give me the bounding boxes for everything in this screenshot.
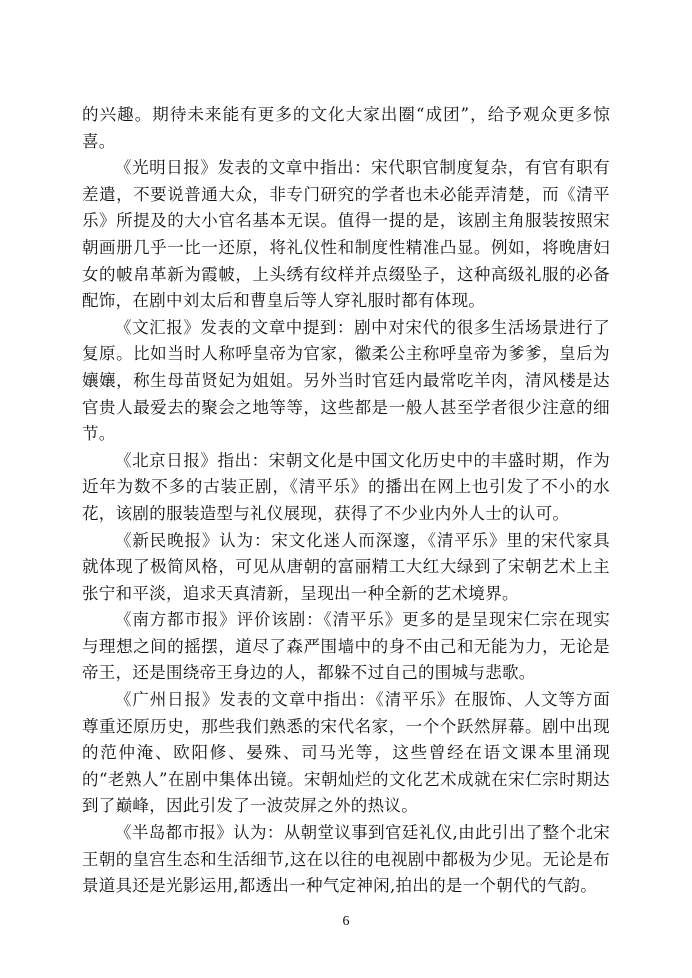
paragraph-continuation: 的兴趣。期待未来能有更多的文化大家出圈“成团”，给予观众更多惊喜。 [82, 105, 610, 151]
paragraph-peninsula-metropolis: 《半岛都市报》认为：从朝堂议事到官廷礼仪,由此引出了整个北宋王朝的皇宫生态和生活细节,这在以往的电视剧中都极为少见。无论是布景道具还是光影运用,都透出一种气定神闲,拍出的是一个朝代的气韵。 [82, 823, 610, 896]
paragraph-southern-metropolis: 《南方都市报》评价该剧：《清平乐》更多的是呈现宋仁宗在现实与理想之间的摇摆，道尽了森严围墙中的身不由己和无能为力，无论是帝王，还是围绕帝王身边的人，都躲不过自己的围城与悲歌。 [82, 610, 610, 683]
paragraph-beijing-daily: 《北京日报》指出：宋朝文化是中国文化历史中的丰盛时期，作为近年为数不多的古装正剧，《清平乐》的播出在网上也引发了不小的水花，该剧的服装造型与礼仪展现，获得了不少业内外人士的认可。 [82, 450, 610, 523]
paragraph-guangzhou-daily: 《广州日报》发表的文章中指出：《清平乐》在服饰、人文等方面尊重还原历史，那些我们熟悉的宋代名家，一个个跃然屏幕。剧中出现的范仲淹、欧阳修、晏殊、司马光等，这些曾经在语文课本里涌现的“老熟人”在剧中集体出镜。宋朝灿烂的文化艺术成就在宋仁宗时期达到了巅峰，因此引发了一波荧屏之外的热议。 [82, 690, 610, 816]
page-number: 6 [342, 914, 350, 929]
paragraph-guangming-daily: 《光明日报》发表的文章中指出：宋代职官制度复杂，有官有职有差遣，不要说普通大众，非专门研究的学者也未必能弄清楚，而《清平乐》所提及的大小官名基本无误。值得一提的是，该剧主角服装按照宋朝画册几乎一比一还原，将礼仪性和制度性精准凸显。例如，将晚唐妇女的帔帛革新为霞帔，上头绣有纹样并点缀坠子，这种高级礼服的必备配饰，在剧中刘太后和曹皇后等人穿礼服时都有体现。 [82, 158, 610, 311]
document-body [82, 102, 610, 900]
paragraph-xinmin-evening: 《新民晚报》认为：宋文化迷人而深邃，《清平乐》里的宋代家具就体现了极简风格，可见从唐朝的富丽精工大红大绿到了宋朝艺术上主张宁和平淡，追求天真清新，呈现出一种全新的艺术境界。 [82, 530, 610, 603]
paragraph-wenhui-daily: 《文汇报》发表的文章中提到：剧中对宋代的很多生活场景进行了复原。比如当时人称呼皇帝为官家，徽柔公主称呼皇帝为爹爹，皇后为孃孃，称生母苗贤妃为姐姐。另外当时官廷内最常吃羊肉，清风楼是达官贵人最爱去的聚会之地等等，这些都是一般人甚至学者很少注意的细节。 [82, 317, 610, 444]
